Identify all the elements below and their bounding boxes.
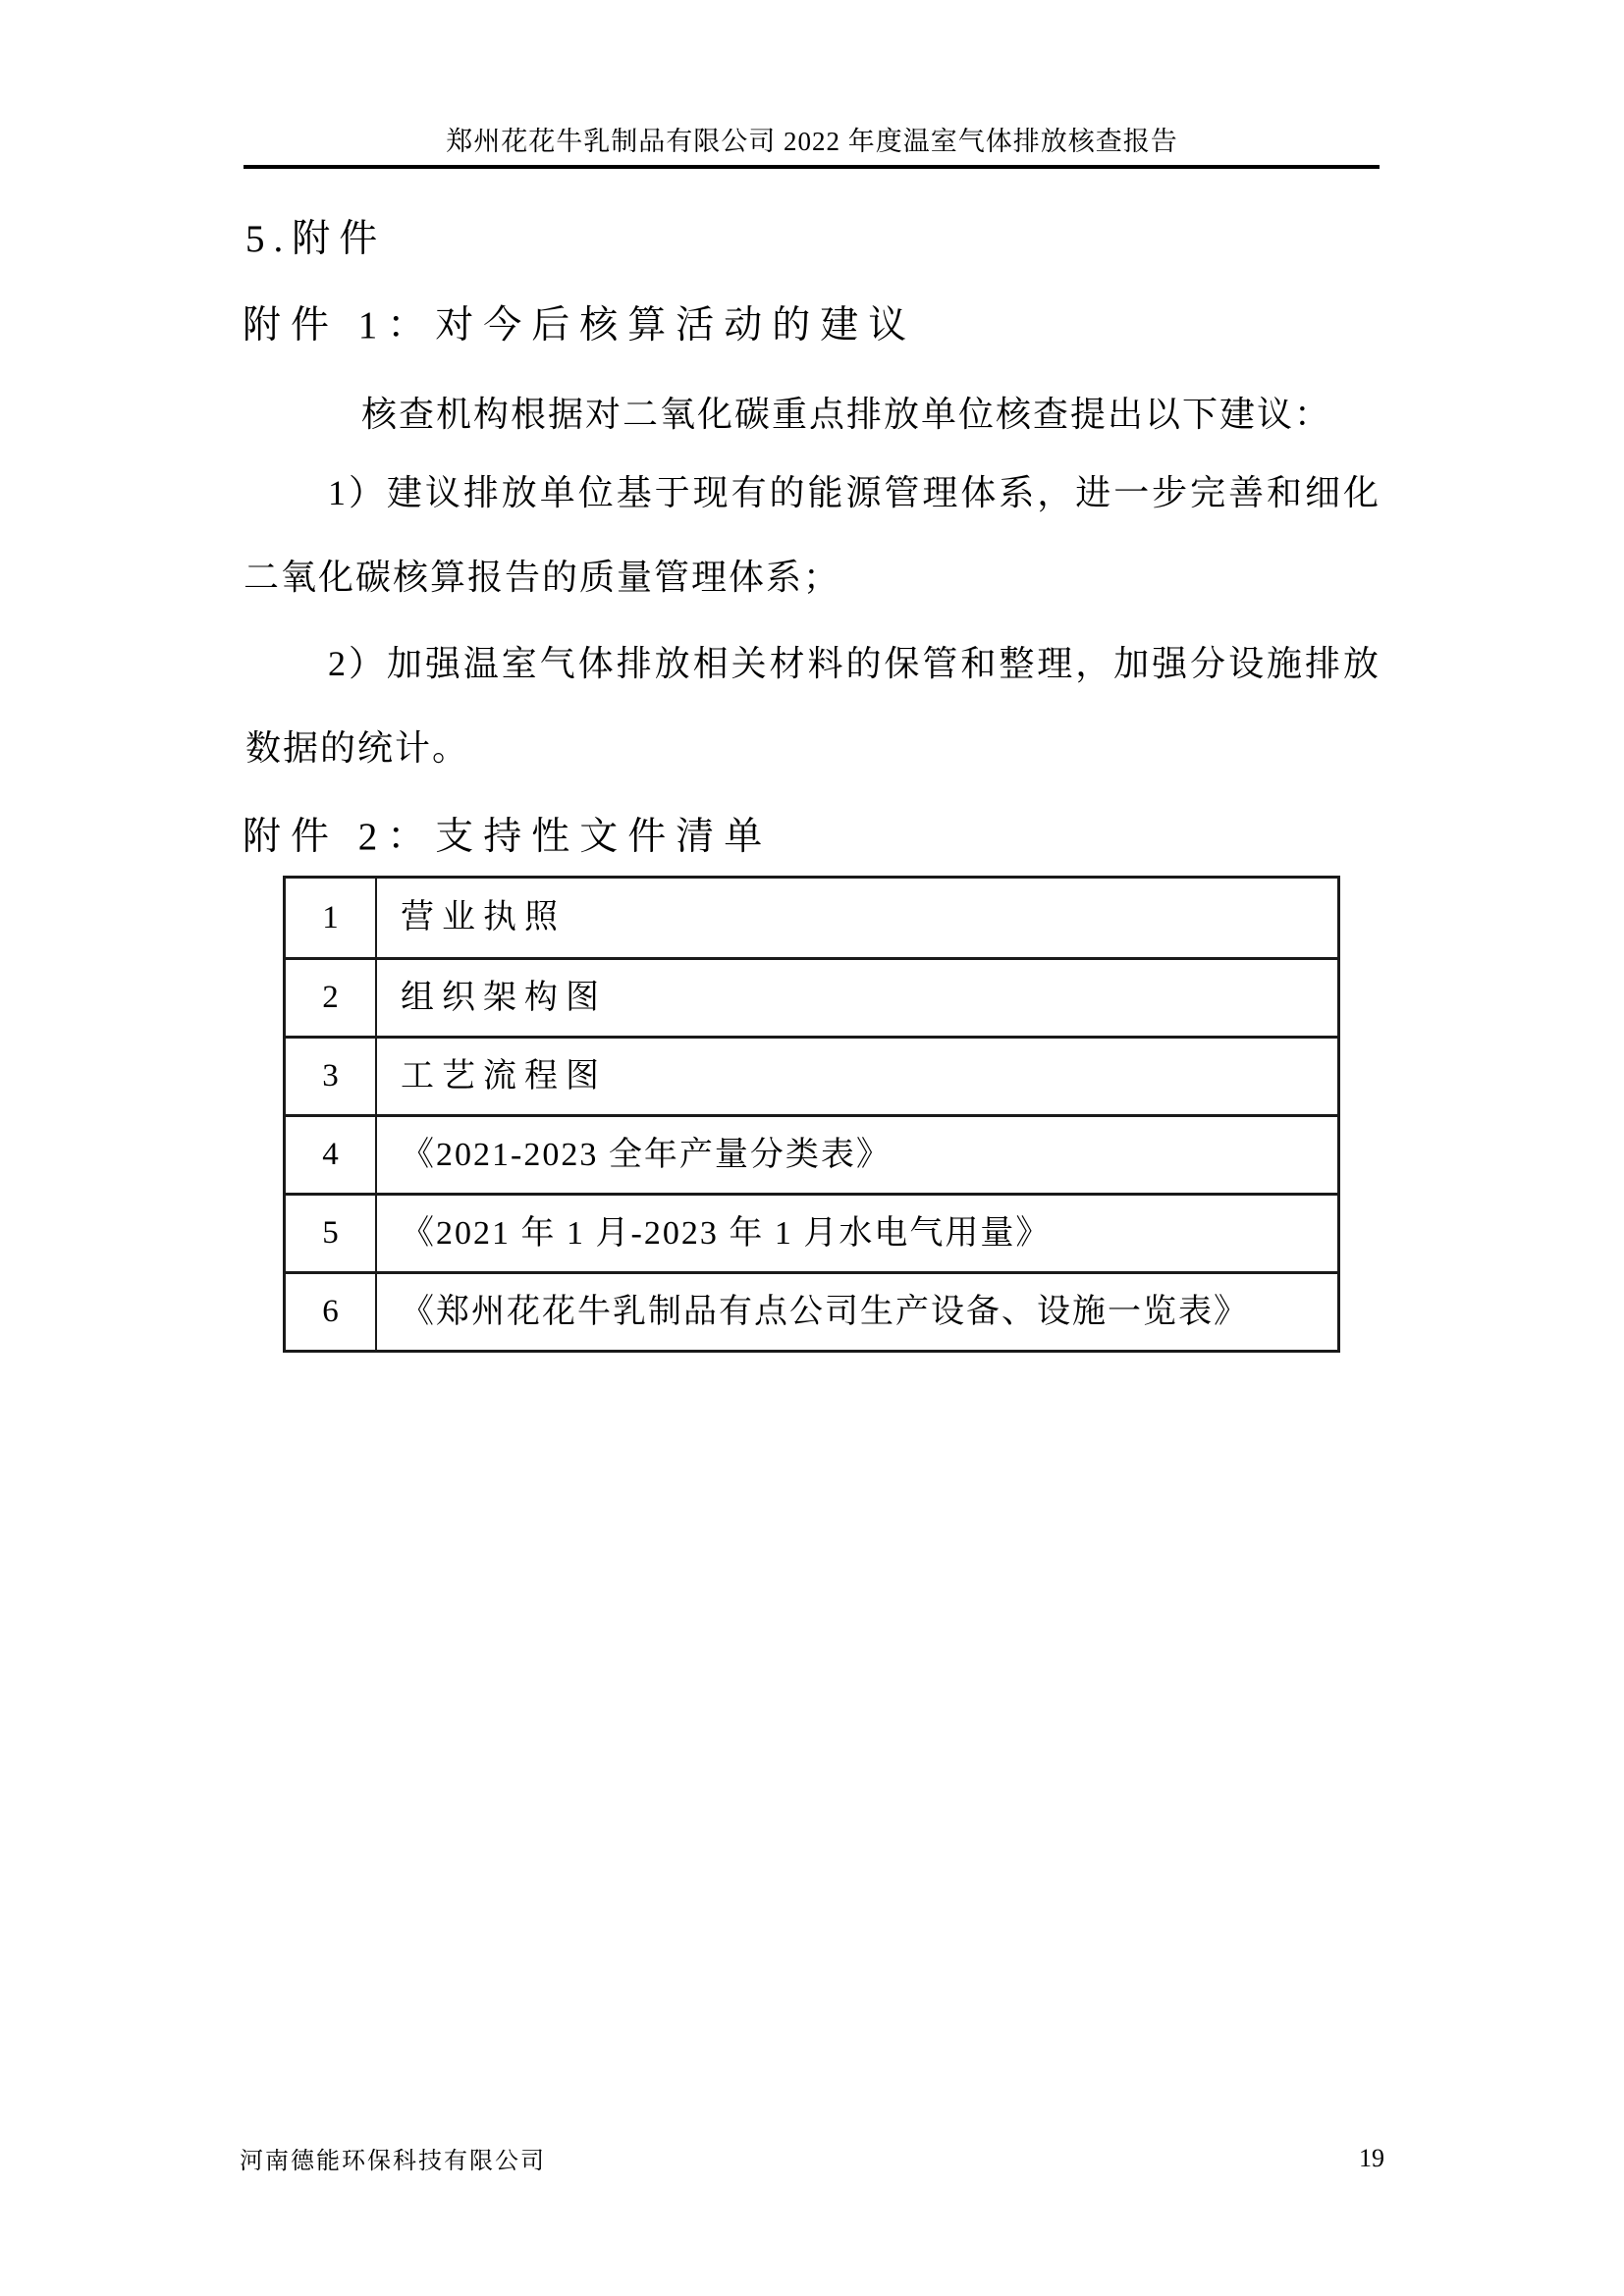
supporting-documents-table <box>283 876 1340 1353</box>
paragraph-line: 1）建议排放单位基于现有的能源管理体系，进一步完善和细化 <box>328 473 1380 512</box>
row-number-cell: 4 <box>286 1117 377 1193</box>
table-row <box>286 957 1337 1036</box>
table-row <box>286 1271 1337 1350</box>
document-name-cell: 组织架构图 <box>401 979 607 1016</box>
row-number-cell: 6 <box>286 1274 377 1350</box>
table-row <box>286 1036 1337 1114</box>
table-row <box>286 1193 1337 1271</box>
paragraph-line: 核查机构根据对二氧化碳重点排放单位核查提出以下建议： <box>361 395 1332 434</box>
paragraph-line: 二氧化碳核算报告的质量管理体系； <box>244 558 841 597</box>
document-name-cell: 工艺流程图 <box>401 1057 607 1095</box>
row-number-cell: 3 <box>286 1039 377 1114</box>
attachment2-title: 附件 2：支持性文件清单 <box>243 816 773 858</box>
document-name-cell: 《郑州花花牛乳制品有点公司生产设备、设施一览表》 <box>401 1293 1249 1330</box>
paragraph-line: 数据的统计。 <box>245 728 470 768</box>
table-row <box>286 879 1337 957</box>
table-row <box>286 1114 1337 1193</box>
page-header-title: 郑州花花牛乳制品有限公司 2022 年度温室气体排放核查报告 <box>446 127 1178 156</box>
row-number-cell: 1 <box>286 879 377 957</box>
row-number-cell: 5 <box>286 1196 377 1271</box>
footer-page-number: 19 <box>1359 2144 1384 2172</box>
paragraph-line: 2）加强温室气体排放相关材料的保管和整理，加强分设施排放 <box>328 644 1380 683</box>
footer-company-name: 河南德能环保科技有限公司 <box>240 2149 546 2174</box>
attachment1-title: 附件 1：对今后核算活动的建议 <box>243 304 917 347</box>
header-rule <box>244 165 1380 169</box>
row-number-cell: 2 <box>286 960 377 1036</box>
document-name-cell: 营业执照 <box>401 899 566 935</box>
document-name-cell: 《2021 年 1 月-2023 年 1 月水电气用量》 <box>401 1214 1052 1252</box>
section-heading: 5.附件 <box>245 218 387 260</box>
document-name-cell: 《2021-2023 全年产量分类表》 <box>401 1136 892 1173</box>
